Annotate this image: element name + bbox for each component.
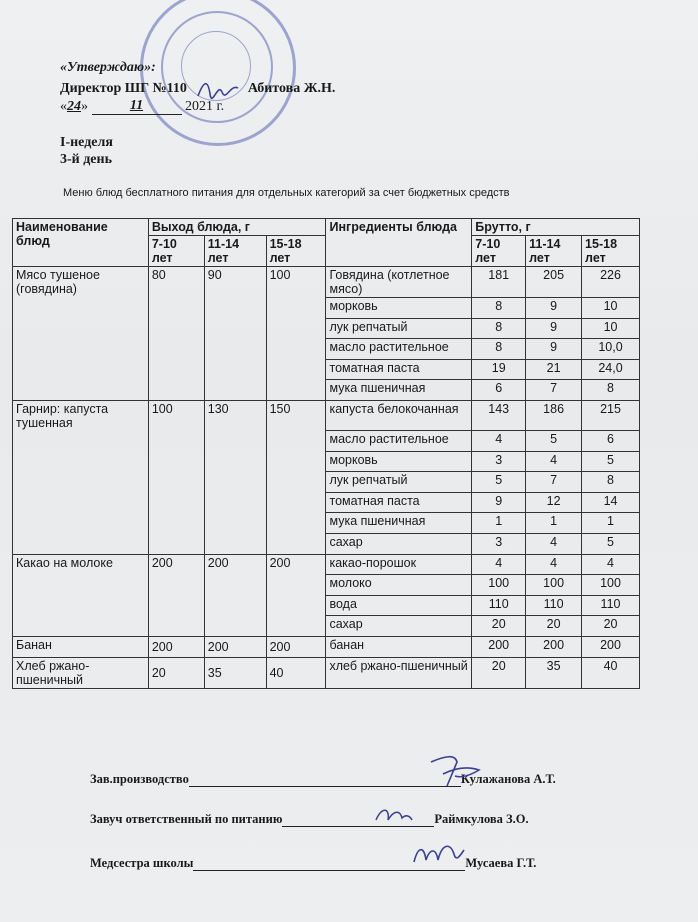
seal-stamp: [140, 0, 296, 146]
brutto-cell: 6: [472, 380, 526, 401]
brutto-cell: 12: [526, 492, 582, 513]
production-signature-icon: [425, 752, 485, 792]
brutto-cell: 100: [582, 575, 640, 596]
brutto-cell: 5: [582, 451, 640, 472]
brutto-cell: 19: [472, 359, 526, 380]
brutto-cell: 20: [582, 616, 640, 637]
brutto-cell: 4: [582, 554, 640, 575]
brutto-cell: 9: [526, 298, 582, 319]
day-label: 3-й день: [60, 152, 112, 167]
approve-label: «Утверждаю»:: [60, 60, 156, 75]
brutto-cell: 143: [472, 400, 526, 430]
brutto-cell: 215: [582, 400, 640, 430]
brutto-cell: 24,0: [582, 359, 640, 380]
brutto-cell: 4: [526, 451, 582, 472]
output-cell: 80: [148, 267, 204, 401]
ingredient-cell: вода: [326, 595, 472, 616]
brutto-cell: 7: [526, 380, 582, 401]
signature-nurse: [90, 856, 536, 871]
brutto-cell: 10: [582, 318, 640, 339]
brutto-cell: 110: [582, 595, 640, 616]
output-cell: 40: [266, 657, 326, 688]
ingredient-cell: молоко: [326, 575, 472, 596]
menu-body: [13, 267, 640, 689]
ingredient-cell: морковь: [326, 451, 472, 472]
brutto-cell: 8: [472, 339, 526, 360]
header-dish: Наименование блюд: [13, 219, 149, 267]
brutto-cell: 40: [582, 657, 640, 688]
ingredient-cell: сахар: [326, 533, 472, 554]
brutto-cell: 7: [526, 472, 582, 493]
header-output-age2: 11-14 лет: [204, 236, 266, 267]
brutto-cell: 20: [472, 657, 526, 688]
nurse-name: Мусаева Г.Т.: [465, 856, 537, 870]
header-output-age1: 7-10 лет: [148, 236, 204, 267]
header-output-age3: 15-18 лет: [266, 236, 326, 267]
brutto-cell: 200: [472, 636, 526, 657]
table-row: [13, 554, 640, 575]
ingredient-cell: хлеб ржано-пшеничный: [326, 657, 472, 688]
brutto-cell: 186: [526, 400, 582, 430]
brutto-cell: 6: [582, 430, 640, 451]
week-label: I-неделя: [60, 135, 113, 150]
production-name: Кулажанова А.Т.: [460, 772, 556, 786]
date-day: 24: [67, 99, 81, 114]
director-signature-icon: [194, 78, 240, 100]
nutrition-name: Раймкулова З.О.: [434, 812, 529, 826]
brutto-cell: 181: [472, 267, 526, 298]
signature-nutrition: [90, 812, 529, 827]
brutto-cell: 100: [472, 575, 526, 596]
menu-subtitle: Меню блюд бесплатного питания для отдельных категорий за счет бюджетных средств: [63, 187, 510, 199]
table-row: [13, 636, 640, 657]
brutto-cell: 205: [526, 267, 582, 298]
ingredient-cell: масло растительное: [326, 339, 472, 360]
brutto-cell: 9: [526, 339, 582, 360]
output-cell: 20: [148, 657, 204, 688]
table-row: [13, 657, 640, 688]
header-brutto-age2: 11-14 лет: [526, 236, 582, 267]
brutto-cell: 1: [472, 513, 526, 534]
ingredient-cell: мука пшеничная: [326, 380, 472, 401]
brutto-cell: 8: [472, 298, 526, 319]
director-title: Директор ШГ №110: [60, 81, 187, 97]
ingredient-cell: мука пшеничная: [326, 513, 472, 534]
menu-table: [12, 218, 640, 689]
date-quote-open: «: [60, 99, 67, 114]
approval-date: [60, 98, 224, 115]
nutrition-signature-icon: [372, 802, 416, 828]
output-cell: 200: [148, 554, 204, 636]
ingredient-cell: банан: [326, 636, 472, 657]
ingredient-cell: сахар: [326, 616, 472, 637]
brutto-cell: 226: [582, 267, 640, 298]
brutto-cell: 35: [526, 657, 582, 688]
brutto-cell: 5: [582, 533, 640, 554]
output-cell: 200: [204, 636, 266, 657]
date-month: 11: [129, 98, 144, 113]
nutrition-label: Завуч ответственный по питанию: [90, 812, 283, 826]
output-cell: 200: [266, 636, 326, 657]
date-quote-close: »: [81, 99, 88, 114]
production-label: Зав.производство: [90, 772, 189, 786]
brutto-cell: 200: [526, 636, 582, 657]
brutto-cell: 8: [472, 318, 526, 339]
nurse-label: Медсестра школы: [90, 856, 194, 870]
ingredient-cell: томатная паста: [326, 492, 472, 513]
brutto-cell: 8: [582, 380, 640, 401]
brutto-cell: 200: [582, 636, 640, 657]
header-brutto-age1: 7-10 лет: [472, 236, 526, 267]
brutto-cell: 5: [472, 472, 526, 493]
output-cell: 200: [266, 554, 326, 636]
ingredient-cell: томатная паста: [326, 359, 472, 380]
ingredient-cell: лук репчатый: [326, 472, 472, 493]
brutto-cell: 20: [526, 616, 582, 637]
brutto-cell: 10,0: [582, 339, 640, 360]
output-cell: 130: [204, 400, 266, 554]
output-cell: 200: [148, 636, 204, 657]
date-year: 2021 г.: [185, 99, 225, 114]
brutto-cell: 5: [526, 430, 582, 451]
brutto-cell: 4: [472, 430, 526, 451]
brutto-cell: 10: [582, 298, 640, 319]
brutto-cell: 110: [526, 595, 582, 616]
brutto-cell: 9: [526, 318, 582, 339]
dish-name: Банан: [13, 636, 149, 657]
output-cell: 100: [266, 267, 326, 401]
output-cell: 35: [204, 657, 266, 688]
director-name: Абитова Ж.Н.: [247, 81, 336, 97]
brutto-cell: 3: [472, 451, 526, 472]
ingredient-cell: морковь: [326, 298, 472, 319]
brutto-cell: 8: [582, 472, 640, 493]
header-output: Выход блюда, г: [148, 219, 326, 236]
dish-name: Мясо тушеное (говядина): [13, 267, 149, 401]
brutto-cell: 3: [472, 533, 526, 554]
brutto-cell: 1: [582, 513, 640, 534]
ingredient-cell: какао-порошок: [326, 554, 472, 575]
brutto-cell: 100: [526, 575, 582, 596]
output-cell: 200: [204, 554, 266, 636]
brutto-cell: 14: [582, 492, 640, 513]
ingredient-cell: лук репчатый: [326, 318, 472, 339]
output-cell: 150: [266, 400, 326, 554]
header-brutto: Брутто, г: [472, 219, 640, 236]
ingredient-cell: масло растительное: [326, 430, 472, 451]
header-brutto-age3: 15-18 лет: [582, 236, 640, 267]
ingredient-cell: Говядина (котлетное мясо): [326, 267, 472, 298]
brutto-cell: 21: [526, 359, 582, 380]
output-cell: 100: [148, 400, 204, 554]
brutto-cell: 1: [526, 513, 582, 534]
table-row: [13, 400, 640, 430]
brutto-cell: 9: [472, 492, 526, 513]
table-row: [13, 267, 640, 298]
ingredient-cell: капуста белокочанная: [326, 400, 472, 430]
brutto-cell: 4: [472, 554, 526, 575]
dish-name: Гарнир: капуста тушенная: [13, 400, 149, 554]
output-cell: 90: [204, 267, 266, 401]
brutto-cell: 110: [472, 595, 526, 616]
dish-name: Какао на молоке: [13, 554, 149, 636]
brutto-cell: 20: [472, 616, 526, 637]
nurse-signature-icon: [410, 836, 466, 870]
dish-name: Хлеб ржано-пшеничный: [13, 657, 149, 688]
brutto-cell: 4: [526, 554, 582, 575]
director-line: [60, 78, 335, 100]
brutto-cell: 4: [526, 533, 582, 554]
header-ingredients: Ингредиенты блюда: [326, 219, 472, 267]
signature-production: [90, 772, 556, 787]
